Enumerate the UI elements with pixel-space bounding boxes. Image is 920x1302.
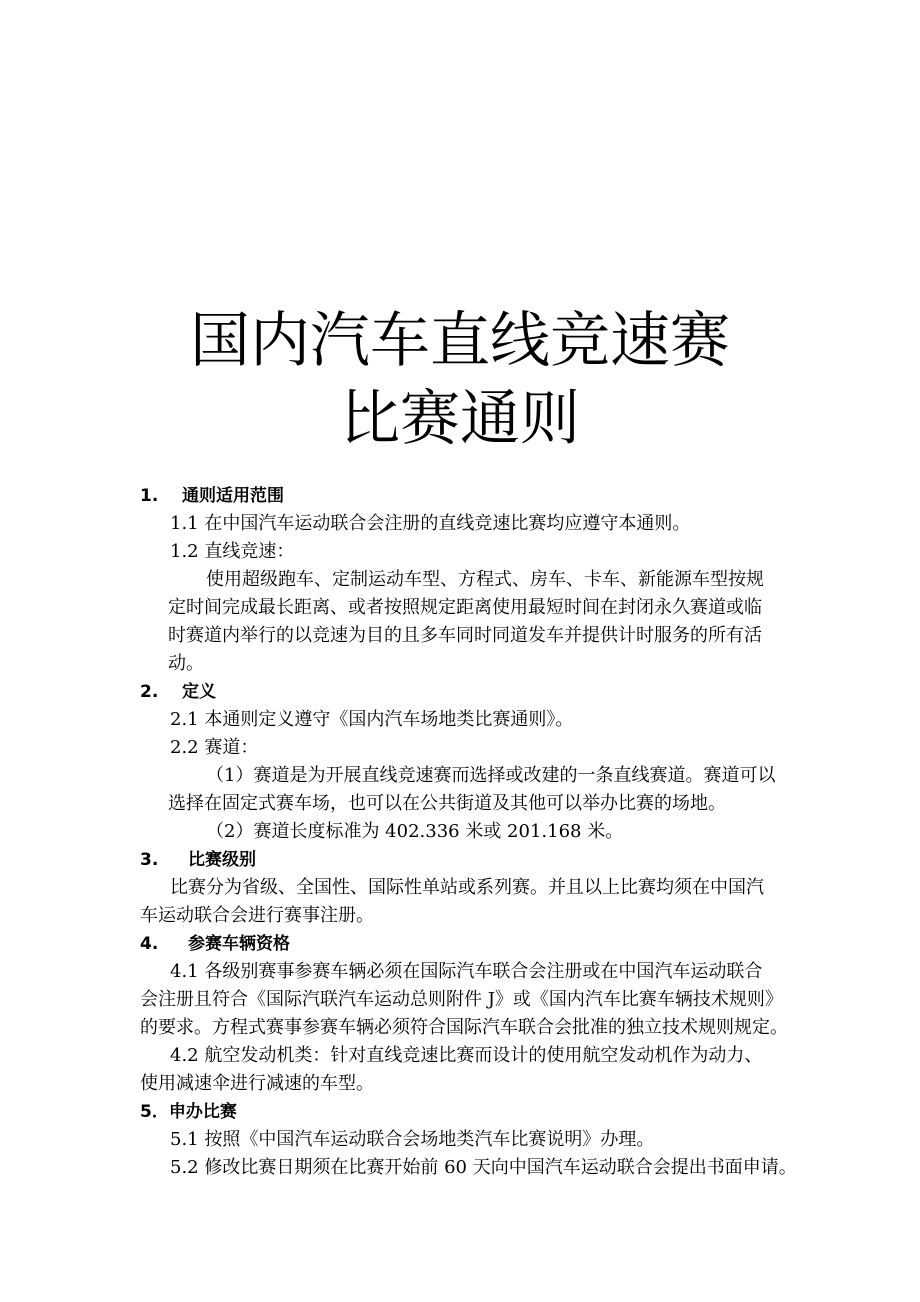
section-number: 1. — [140, 486, 159, 506]
section-number: 4. — [140, 934, 159, 954]
paragraph: 使用减速伞进行减速的车型。 — [140, 1073, 374, 1094]
paragraph: 动。 — [168, 653, 204, 674]
paragraph: 时赛道内举行的以竞速为目的且多车同时同道发车并提供计时服务的所有活 — [168, 625, 762, 646]
paragraph: （1）赛道是为开展直线竞速赛而选择或改建的一条直线赛道。赛道可以 — [206, 765, 776, 786]
section-number: 3. — [140, 850, 159, 870]
paragraph: 1.1 在中国汽车运动联合会注册的直线竞速比赛均应遵守本通则。 — [170, 513, 691, 534]
paragraph: 车运动联合会进行赛事注册。 — [140, 905, 374, 926]
paragraph: 4.1 各级别赛事参赛车辆必须在国际汽车联合会注册或在中国汽车运动联合 — [170, 961, 763, 982]
section-heading-4 — [140, 930, 290, 958]
paragraph: 会注册且符合《国际汽联汽车运动总则附件 J》或《国内汽车比赛车辆技术规则》 — [140, 989, 783, 1010]
paragraph: 5.2 修改比赛日期须在比赛开始前 60 天向中国汽车运动联合会提出书面申请。 — [170, 1157, 797, 1178]
section-heading-text: 通则适用范围 — [182, 486, 284, 506]
paragraph: 4.2 航空发动机类：针对直线竞速比赛而设计的使用航空发动机作为动力、 — [170, 1045, 763, 1066]
paragraph: 使用超级跑车、定制运动车型、方程式、房车、卡车、新能源车型按规 — [206, 569, 764, 590]
section-heading-1 — [140, 482, 284, 510]
section-heading-5: 5．申办比赛 — [140, 1102, 237, 1122]
document-title-line1: 国内汽车直线竞速赛 — [190, 306, 730, 376]
section-heading-2 — [140, 678, 216, 706]
paragraph: 1.2 直线竞速： — [170, 541, 295, 562]
paragraph: 的要求。方程式赛事参赛车辆必须符合国际汽车联合会批准的独立技术规则规定。 — [140, 1017, 788, 1038]
paragraph: （2）赛道长度标准为 402.336 米或 201.168 米。 — [206, 821, 624, 842]
section-heading-text: 比赛级别 — [188, 850, 256, 870]
paragraph: 5.1 按照《中国汽车运动联合会场地类汽车比赛说明》办理。 — [170, 1129, 655, 1150]
section-heading-text: 参赛车辆资格 — [188, 934, 290, 954]
document-title-line2: 比赛通则 — [340, 384, 580, 454]
paragraph: 2.1 本通则定义遵守《国内汽车场地类比赛通则》。 — [170, 709, 574, 730]
paragraph: 比赛分为省级、全国性、国际性单站或系列赛。并且以上比赛均须在中国汽 — [170, 877, 764, 898]
paragraph: 选择在固定式赛车场，也可以在公共街道及其他可以举办比赛的场地。 — [168, 793, 726, 814]
paragraph: 2.2 赛道： — [170, 737, 259, 758]
paragraph: 定时间完成最长距离、或者按照规定距离使用最短时间在封闭永久赛道或临 — [168, 597, 762, 618]
section-heading-3 — [140, 846, 256, 874]
section-heading-text: 定义 — [182, 682, 216, 702]
section-number: 2. — [140, 682, 159, 702]
